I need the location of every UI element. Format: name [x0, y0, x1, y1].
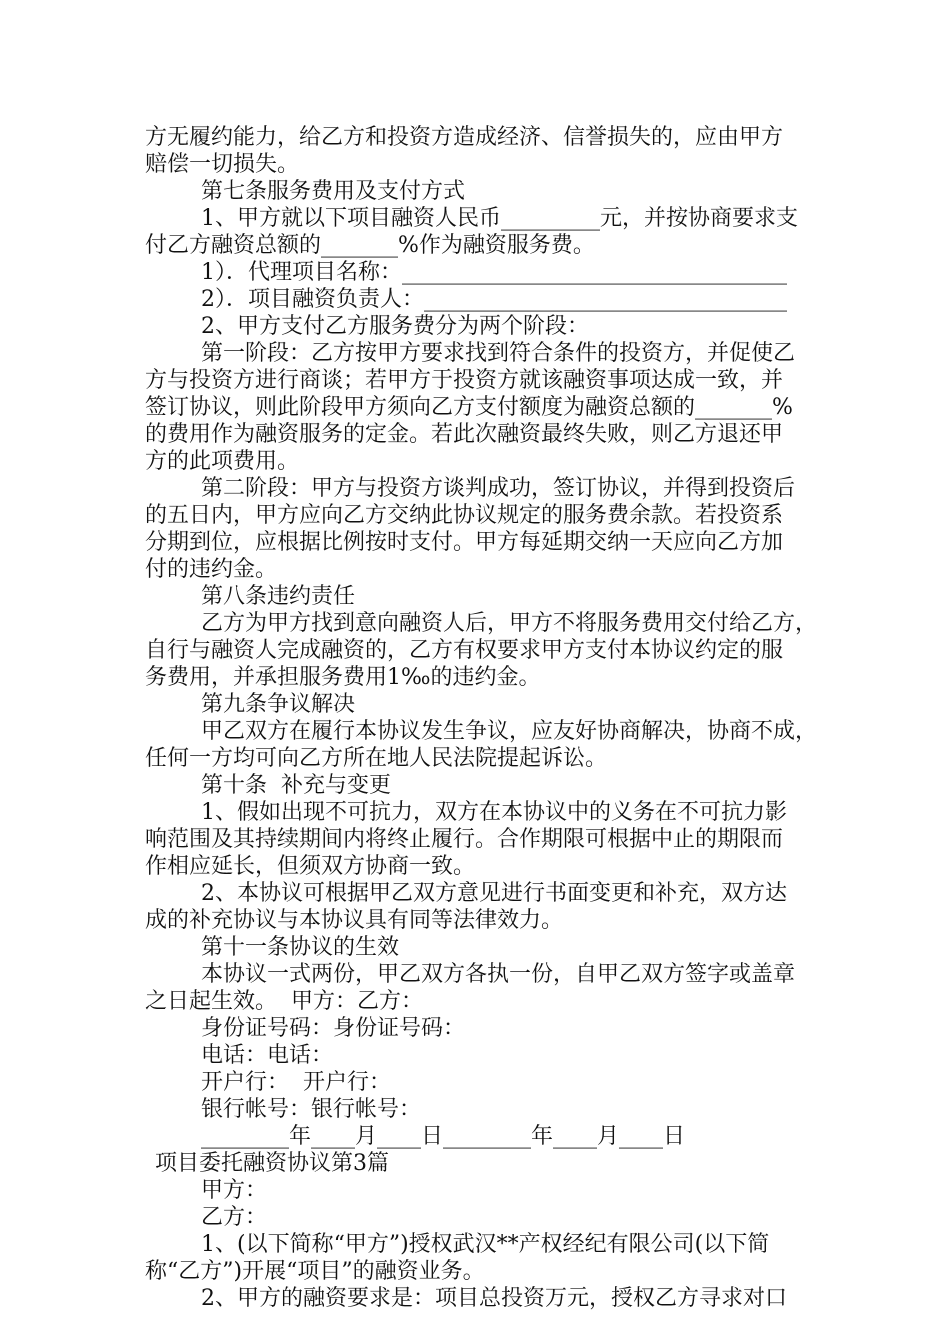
- text-line: 的五日内，甲方应向乙方交纳此协议规定的服务费余款。若投资系: [145, 503, 784, 528]
- text-line: 开户行： 开户行：: [201, 1070, 391, 1095]
- text-line: 的费用作为融资服务的定金。若此次融资最终失败，则乙方退还甲: [145, 422, 784, 447]
- text-line: 响范围及其持续期间内将终止履行。合作期限可根据中止的期限而: [145, 827, 784, 852]
- text-line: 付乙方融资总额的_______%作为融资服务费。: [145, 233, 595, 258]
- text-line: 第一阶段：乙方按甲方要求找到符合条件的投资方，并促使乙: [201, 341, 796, 366]
- text-line: 赔偿一切损失。: [145, 152, 300, 177]
- text-line: 本协议一式两份，甲乙双方各执一份，自甲乙双方签字或盖章: [201, 962, 796, 987]
- text-line: 身份证号码：身份证号码：: [201, 1016, 466, 1041]
- text-line: 作相应延长，但须双方协商一致。: [145, 854, 476, 879]
- text-line: 甲方：: [201, 1178, 268, 1203]
- text-line: 2、甲方支付乙方服务费分为两个阶段：: [201, 314, 589, 339]
- text-line: 乙方为甲方找到意向融资人后，甲方不将服务费用交付给乙方，: [201, 611, 818, 636]
- text-line: 务费用，并承担服务费用1‰的违约金。: [145, 665, 541, 690]
- text-line: 第八条违约责任: [201, 584, 356, 609]
- text-line: 分期到位，应根据比例按时支付。甲方每延期交纳一天应向乙方加: [145, 530, 784, 555]
- text-line: 1、假如出现不可抗力，双方在本协议中的义务在不可抗力影: [201, 800, 787, 825]
- text-line: 1、甲方就以下项目融资人民币_________元，并按协商要求支: [201, 206, 798, 231]
- text-line: 第七条服务费用及支付方式: [201, 179, 466, 204]
- text-line: 第十条 补充与变更: [201, 773, 391, 798]
- text-line: 2、甲方的融资要求是：项目总投资万元，授权乙方寻求对口: [201, 1286, 787, 1311]
- text-line: 称“乙方”)开展“项目”的融资业务。: [145, 1259, 485, 1284]
- text-line: 第二阶段：甲方与投资方谈判成功，签订协议，并得到投资后: [201, 476, 796, 501]
- text-line: 甲乙双方在履行本协议发生争议，应友好协商解决，协商不成，: [201, 719, 818, 744]
- section-title: 项目委托融资协议第3篇: [155, 1151, 389, 1176]
- text-line: 付的违约金。: [145, 557, 278, 582]
- text-line: 1）．代理项目名称：___________________________________: [201, 260, 787, 285]
- text-line: 乙方：: [201, 1205, 268, 1230]
- text-line: 任何一方均可向乙方所在地人民法院提起诉讼。: [145, 746, 608, 771]
- text-line: 1、(以下简称“甲方”)授权武汉**产权经纪有限公司(以下简: [201, 1232, 770, 1257]
- text-line: 第九条争议解决: [201, 692, 356, 717]
- text-line: 之日起生效。 甲方：乙方：: [145, 989, 423, 1014]
- text-line: 成的补充协议与本协议具有同等法律效力。: [145, 908, 564, 933]
- text-line: 方与投资方进行商谈；若甲方于投资方就该融资事项达成一致，并: [145, 368, 784, 393]
- text-line: 自行与融资人完成融资的，乙方有权要求甲方支付本协议约定的服: [145, 638, 784, 663]
- text-line: ________年____月____日________年____月____日: [201, 1124, 686, 1149]
- text-line: 方的此项费用。: [145, 449, 300, 474]
- text-line: 2）．项目融资负责人：_________________________________: [201, 287, 787, 312]
- text-line: 2、本协议可根据甲乙双方意见进行书面变更和补充，双方达: [201, 881, 787, 906]
- text-line: 电话：电话：: [201, 1043, 334, 1068]
- text-line: 方无履约能力，给乙方和投资方造成经济、信誉损失的，应由甲方: [145, 125, 784, 150]
- text-line: 第十一条协议的生效: [201, 935, 400, 960]
- text-line: 签订协议，则此阶段甲方须向乙方支付额度为融资总额的_______%: [145, 395, 793, 420]
- text-line: 银行帐号：银行帐号：: [201, 1097, 422, 1122]
